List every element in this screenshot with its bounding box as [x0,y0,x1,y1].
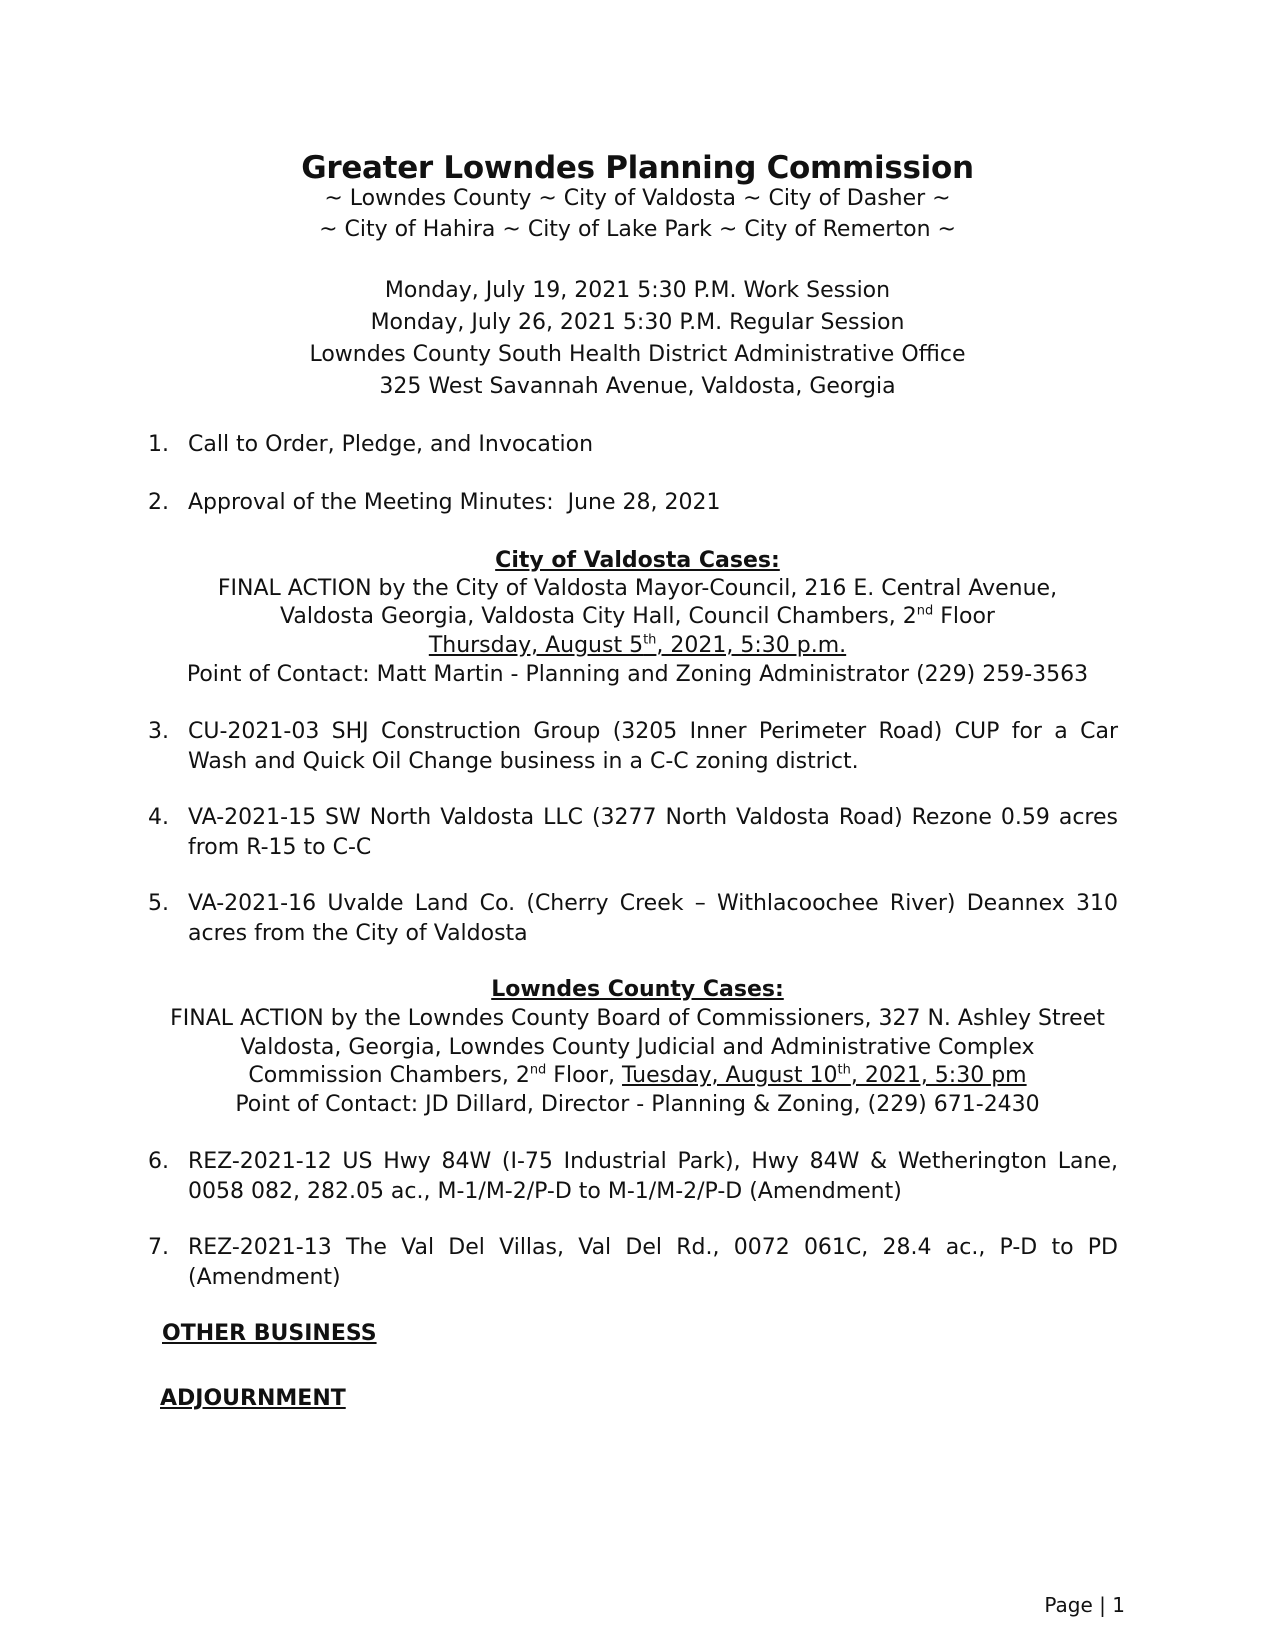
agenda-item-number: 4. [148,805,169,830]
lowndes-point-of-contact: Point of Contact: JD Dillard, Director - Planning & Zoning, (229) 671-2430 [235,1092,1040,1117]
lowndes-final-action-line2: Valdosta, Georgia, Lowndes County Judicial and Administrative Complex [240,1035,1035,1060]
regular-session-date: Monday, July 26, 2021 5:30 P.M. Regular Session [370,310,905,335]
agenda-item-text: Approval of the Meeting Minutes: June 28, 2021 [188,490,721,515]
agenda-item-text: VA-2021-15 SW North Valdosta LLC (3277 North Valdosta Road) Rezone 0.59 acres from R-15 to C-C [188,805,1118,860]
agenda-item-number: 1. [148,432,169,457]
valdosta-point-of-contact: Point of Contact: Matt Martin - Planning and Zoning Administrator (229) 259-3563 [186,662,1089,687]
page-number: Page | 1 [1044,1593,1125,1617]
page-title: Greater Lowndes Planning Commission [301,150,974,186]
agenda-item [148,1233,1118,1293]
adjournment-heading: ADJOURNMENT [160,1386,346,1411]
agenda-item [148,717,1118,777]
agenda-item [148,803,1118,863]
agenda-item [148,1147,1118,1207]
lowndes-cases-heading: Lowndes County Cases: [491,977,784,1002]
subtitle-jurisdictions-1: ~ Lowndes County ~ City of Valdosta ~ City of Dasher ~ [324,186,951,211]
agenda-item-number: 7. [148,1235,169,1260]
agenda-item-text: VA-2021-16 Uvalde Land Co. (Cherry Creek – Withlacoochee River) Deannex 310 acres from the City of Valdosta [188,891,1118,946]
lowndes-final-action-line1: FINAL ACTION by the Lowndes County Board of Commissioners, 327 N. Ashley Street [170,1006,1105,1031]
agenda-item-text: REZ-2021-13 The Val Del Villas, Val Del Rd., 0072 061C, 28.4 ac., P-D to PD (Amendment) [188,1235,1118,1290]
work-session-date: Monday, July 19, 2021 5:30 P.M. Work Session [384,278,891,303]
valdosta-meeting-date: Thursday, August 5th, 2021, 5:30 p.m. [428,632,847,658]
agenda-item [148,488,1118,518]
other-business-heading: OTHER BUSINESS [162,1321,377,1346]
meeting-location: Lowndes County South Health District Administrative Office [309,342,966,367]
lowndes-meeting-date: Tuesday, August 10th, 2021, 5:30 pm [622,1062,1027,1088]
valdosta-final-action-line2: Valdosta Georgia, Valdosta City Hall, Council Chambers, 2nd Floor [280,603,995,629]
agenda-item-text: CU-2021-03 SHJ Construction Group (3205 Inner Perimeter Road) CUP for a Car Wash and Quick Oil Change business in a C-C zoning district. [188,719,1118,774]
lowndes-final-action-line3: Commission Chambers, 2nd Floor, Tuesday, August 10th, 2021, 5:30 pm [248,1062,1027,1088]
valdosta-final-action-line1: FINAL ACTION by the City of Valdosta Mayor-Council, 216 E. Central Avenue, [217,576,1058,601]
agenda-item-text: Call to Order, Pledge, and Invocation [188,432,594,457]
agenda-item-number: 5. [148,891,169,916]
subtitle-jurisdictions-2: ~ City of Hahira ~ City of Lake Park ~ City of Remerton ~ [319,217,956,242]
meeting-address: 325 West Savannah Avenue, Valdosta, Georgia [379,374,896,399]
agenda-item-text: REZ-2021-12 US Hwy 84W (I-75 Industrial Park), Hwy 84W & Wetherington Lane, 0058 082, 282.05 ac., M-1/M-2/P-D to M-1/M-2/P-D (Amendment) [188,1149,1118,1204]
agenda-item-number: 6. [148,1149,169,1174]
agenda-item [148,889,1118,949]
agenda-item-number: 3. [148,719,169,744]
valdosta-cases-heading: City of Valdosta Cases: [495,548,780,573]
agenda-item-number: 2. [148,490,169,515]
agenda-item [148,430,1118,460]
